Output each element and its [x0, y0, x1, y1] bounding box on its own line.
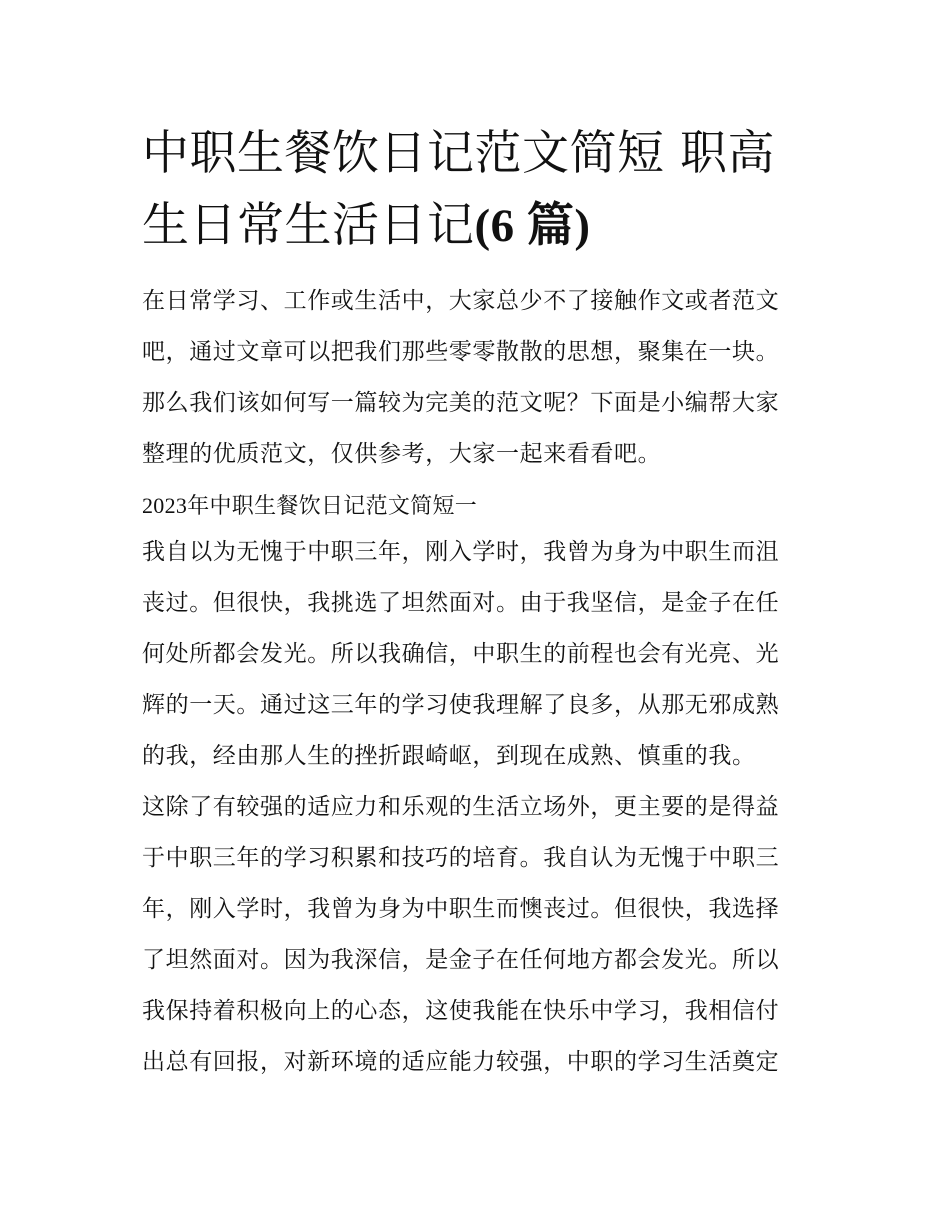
section-heading — [142, 480, 822, 532]
paragraph-line: 了坦然面对。因为我深信，是金子在任何地方都会发光。所以 — [142, 947, 780, 973]
paragraph-line: 出总有回报，对新环境的适应能力较强，中职的学习生活奠定 — [142, 1049, 780, 1075]
paragraph-line: 的我，经由那人生的挫折跟崎岖，到现在成熟、慎重的我。 — [142, 743, 756, 769]
intro-line: 吧，通过文章可以把我们那些零零散散的思想，聚集在一块。 — [142, 339, 780, 365]
intro-line: 在日常学习、工作或生活中，大家总少不了接触作文或者范文 — [142, 288, 780, 314]
paragraph-1 — [142, 527, 822, 782]
paragraph-line: 丧过。但很快，我挑选了坦然面对。由于我坚信，是金子在任 — [142, 590, 780, 616]
intro-paragraph — [142, 276, 822, 480]
paragraph-line: 于中职三年的学习积累和技巧的培育。我自认为无愧于中职三 — [142, 845, 780, 871]
paragraph-line: 辉的一天。通过这三年的学习使我理解了良多，从那无邪成熟 — [142, 692, 780, 718]
title-line-2 — [142, 190, 822, 262]
paragraph-line: 这除了有较强的适应力和乐观的生活立场外，更主要的是得益 — [142, 794, 780, 820]
paragraph-2 — [142, 782, 822, 1088]
paragraph-line: 年，刚入学时，我曾为身为中职生而懊丧过。但很快，我选择 — [142, 896, 780, 922]
paragraph-line: 我保持着积极向上的心态，这使我能在快乐中学习，我相信付 — [142, 998, 780, 1024]
paragraph-line: 我自以为无愧于中职三年，刚入学时，我曾为身为中职生而沮 — [142, 539, 780, 565]
intro-line: 整理的优质范文，仅供参考，大家一起来看看吧。 — [142, 441, 662, 467]
section-heading-text: 年中职生餐饮日记范文简短一 — [187, 494, 478, 519]
paragraph-line: 何处所都会发光。所以我确信，中职生的前程也会有光亮、光 — [142, 641, 780, 667]
document-title — [142, 118, 822, 262]
title-count: (6 篇) — [474, 200, 591, 252]
title-line-1: 中职生餐饮日记范文简短 职高 — [142, 126, 775, 181]
intro-line: 那么我们该如何写一篇较为完美的范文呢？下面是小编帮大家 — [142, 390, 780, 416]
title-line-2-text: 生日常生活日记 — [142, 198, 475, 253]
section-heading-year: 2023 — [142, 493, 188, 518]
